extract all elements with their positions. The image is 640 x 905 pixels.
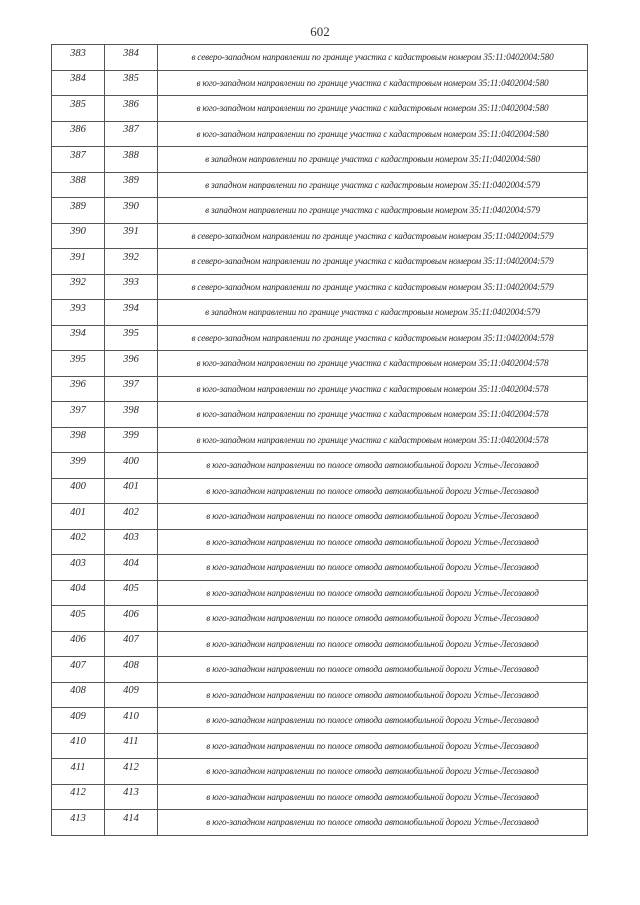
boundary-description: в юго-западном направлении по полосе отвода автомобильной дороги Устье-Лесозавод (158, 733, 588, 759)
table-row (52, 478, 588, 504)
table-row (52, 504, 588, 530)
point-to-cell (105, 784, 158, 810)
point-from-cell (52, 249, 105, 275)
point-from: 402 (70, 532, 86, 544)
point-to: 394 (123, 302, 139, 314)
point-from-cell (52, 453, 105, 479)
boundary-description: в юго-западном направлении по полосе отвода автомобильной дороги Устье-Лесозавод (158, 631, 588, 657)
boundary-description: в северо-западном направлении по границе участка с кадастровым номером 35:11:0402004:579 (158, 249, 588, 275)
boundary-description: в юго-западном направлении по границе участка с кадастровым номером 35:11:0402004:578 (158, 402, 588, 428)
table-row (52, 376, 588, 402)
point-to: 396 (123, 353, 139, 365)
point-to: 405 (123, 583, 139, 595)
point-to-cell (105, 172, 158, 198)
table-row (52, 580, 588, 606)
point-from: 406 (70, 634, 86, 646)
point-to-cell (105, 606, 158, 632)
point-to-cell (105, 504, 158, 530)
point-from: 410 (70, 736, 86, 748)
point-from: 383 (70, 47, 86, 59)
table-row (52, 708, 588, 734)
point-from-cell (52, 580, 105, 606)
point-to: 399 (123, 430, 139, 442)
point-to-cell (105, 657, 158, 683)
point-from-cell (52, 631, 105, 657)
point-to: 409 (123, 685, 139, 697)
point-from-cell (52, 121, 105, 147)
point-from-cell (52, 325, 105, 351)
point-to: 414 (123, 812, 139, 824)
point-from-cell (52, 708, 105, 734)
table-row (52, 529, 588, 555)
boundary-description: в юго-западном направлении по полосе отвода автомобильной дороги Устье-Лесозавод (158, 657, 588, 683)
point-to-cell (105, 682, 158, 708)
boundary-description: в юго-западном направлении по полосе отвода автомобильной дороги Устье-Лесозавод (158, 606, 588, 632)
point-to-cell (105, 96, 158, 122)
table-row (52, 300, 588, 326)
point-to-cell (105, 631, 158, 657)
point-to: 411 (123, 736, 139, 748)
point-to-cell (105, 249, 158, 275)
point-from-cell (52, 504, 105, 530)
boundary-description: в юго-западном направлении по границе участка с кадастровым номером 35:11:0402004:580 (158, 96, 588, 122)
point-to: 406 (123, 608, 139, 620)
point-to-cell (105, 555, 158, 581)
point-from-cell (52, 784, 105, 810)
point-from-cell (52, 147, 105, 173)
table-row (52, 45, 588, 71)
boundary-description: в юго-западном направлении по полосе отвода автомобильной дороги Устье-Лесозавод (158, 784, 588, 810)
point-to-cell (105, 147, 158, 173)
point-to-cell (105, 453, 158, 479)
point-from: 392 (70, 277, 86, 289)
point-to-cell (105, 121, 158, 147)
point-to-cell (105, 223, 158, 249)
point-to: 389 (123, 175, 139, 187)
point-from: 394 (70, 328, 86, 340)
point-to: 408 (123, 659, 139, 671)
point-to: 404 (123, 557, 139, 569)
point-from: 390 (70, 226, 86, 238)
boundary-description: в западном направлении по границе участка с кадастровым номером 35:11:0402004:579 (158, 300, 588, 326)
table-row (52, 784, 588, 810)
point-to: 387 (123, 124, 139, 136)
point-to-cell (105, 580, 158, 606)
point-to-cell (105, 325, 158, 351)
point-to-cell (105, 733, 158, 759)
point-to-cell (105, 70, 158, 96)
point-from: 399 (70, 455, 86, 467)
boundary-description: в юго-западном направлении по полосе отвода автомобильной дороги Устье-Лесозавод (158, 478, 588, 504)
boundary-description: в западном направлении по границе участка с кадастровым номером 35:11:0402004:579 (158, 198, 588, 224)
table-row (52, 147, 588, 173)
point-from: 401 (70, 506, 86, 518)
table-row (52, 96, 588, 122)
point-to: 413 (123, 787, 139, 799)
point-to-cell (105, 351, 158, 377)
table-row (52, 198, 588, 224)
point-from: 397 (70, 404, 86, 416)
boundary-description: в юго-западном направлении по границе участка с кадастровым номером 35:11:0402004:580 (158, 121, 588, 147)
point-from-cell (52, 376, 105, 402)
point-from: 412 (70, 787, 86, 799)
point-to: 403 (123, 532, 139, 544)
boundary-description: в юго-западном направлении по полосе отвода автомобильной дороги Устье-Лесозавод (158, 810, 588, 836)
boundary-description: в северо-западном направлении по границе участка с кадастровым номером 35:11:0402004:580 (158, 45, 588, 71)
point-from-cell (52, 759, 105, 785)
point-from-cell (52, 96, 105, 122)
point-from: 391 (70, 251, 86, 263)
table-row (52, 223, 588, 249)
point-from-cell (52, 555, 105, 581)
point-to: 407 (123, 634, 139, 646)
point-to-cell (105, 274, 158, 300)
point-from: 396 (70, 379, 86, 391)
table-row (52, 555, 588, 581)
point-to-cell (105, 376, 158, 402)
point-to-cell (105, 45, 158, 71)
point-from: 398 (70, 430, 86, 442)
point-from-cell (52, 223, 105, 249)
point-to-cell (105, 759, 158, 785)
table-row (52, 274, 588, 300)
point-to: 400 (123, 455, 139, 467)
table-row (52, 249, 588, 275)
point-from-cell (52, 682, 105, 708)
point-from: 403 (70, 557, 86, 569)
point-from: 384 (70, 73, 86, 85)
table-row (52, 733, 588, 759)
point-from: 387 (70, 149, 86, 161)
point-to-cell (105, 402, 158, 428)
boundary-description: в юго-западном направлении по полосе отвода автомобильной дороги Устье-Лесозавод (158, 708, 588, 734)
table-row (52, 351, 588, 377)
boundary-description: в юго-западном направлении по границе участка с кадастровым номером 35:11:0402004:578 (158, 427, 588, 453)
boundary-description: в западном направлении по границе участка с кадастровым номером 35:11:0402004:579 (158, 172, 588, 198)
point-to: 385 (123, 73, 139, 85)
point-from-cell (52, 351, 105, 377)
point-from: 404 (70, 583, 86, 595)
point-to: 392 (123, 251, 139, 263)
point-to: 390 (123, 200, 139, 212)
point-to: 401 (123, 481, 139, 493)
point-from-cell (52, 733, 105, 759)
point-to: 402 (123, 506, 139, 518)
point-from-cell (52, 810, 105, 836)
point-to-cell (105, 810, 158, 836)
point-to-cell (105, 529, 158, 555)
point-from: 389 (70, 200, 86, 212)
point-from-cell (52, 427, 105, 453)
point-from: 405 (70, 608, 86, 620)
table-row (52, 682, 588, 708)
point-from-cell (52, 172, 105, 198)
point-from: 386 (70, 124, 86, 136)
point-to: 395 (123, 328, 139, 340)
point-from-cell (52, 198, 105, 224)
boundary-description: в северо-западном направлении по границе участка с кадастровым номером 35:11:0402004:578 (158, 325, 588, 351)
point-to: 391 (123, 226, 139, 238)
point-to: 384 (123, 47, 139, 59)
point-to: 398 (123, 404, 139, 416)
boundary-description: в юго-западном направлении по полосе отвода автомобильной дороги Устье-Лесозавод (158, 504, 588, 530)
table-row (52, 631, 588, 657)
boundary-description: в северо-западном направлении по границе участка с кадастровым номером 35:11:0402004:579 (158, 274, 588, 300)
boundary-description: в северо-западном направлении по границе участка с кадастровым номером 35:11:0402004:579 (158, 223, 588, 249)
boundary-description: в юго-западном направлении по полосе отвода автомобильной дороги Устье-Лесозавод (158, 529, 588, 555)
point-from: 409 (70, 710, 86, 722)
boundary-description: в юго-западном направлении по границе участка с кадастровым номером 35:11:0402004:580 (158, 70, 588, 96)
table-row (52, 427, 588, 453)
boundary-description: в юго-западном направлении по полосе отвода автомобильной дороги Устье-Лесозавод (158, 682, 588, 708)
boundary-description: в юго-западном направлении по полосе отвода автомобильной дороги Устье-Лесозавод (158, 555, 588, 581)
point-from-cell (52, 45, 105, 71)
boundary-description: в юго-западном направлении по границе участка с кадастровым номером 35:11:0402004:578 (158, 376, 588, 402)
table-row (52, 70, 588, 96)
boundary-description: в юго-западном направлении по полосе отвода автомобильной дороги Устье-Лесозавод (158, 580, 588, 606)
point-from-cell (52, 657, 105, 683)
point-from: 388 (70, 175, 86, 187)
point-to-cell (105, 427, 158, 453)
point-from: 413 (70, 812, 86, 824)
point-to: 386 (123, 98, 139, 110)
point-from: 385 (70, 98, 86, 110)
boundary-description: в западном направлении по границе участка с кадастровым номером 35:11:0402004:580 (158, 147, 588, 173)
point-to: 397 (123, 379, 139, 391)
point-from: 400 (70, 481, 86, 493)
point-from-cell (52, 274, 105, 300)
boundary-description: в юго-западном направлении по полосе отвода автомобильной дороги Устье-Лесозавод (158, 759, 588, 785)
point-from-cell (52, 606, 105, 632)
point-from: 407 (70, 659, 86, 671)
boundary-description: в юго-западном направлении по границе участка с кадастровым номером 35:11:0402004:578 (158, 351, 588, 377)
point-from: 408 (70, 685, 86, 697)
table-row (52, 172, 588, 198)
point-from-cell (52, 70, 105, 96)
point-from: 411 (70, 761, 86, 773)
boundary-table (51, 44, 588, 836)
table-row (52, 759, 588, 785)
point-from-cell (52, 402, 105, 428)
point-to: 412 (123, 761, 139, 773)
table-row (52, 657, 588, 683)
point-to-cell (105, 198, 158, 224)
point-to: 393 (123, 277, 139, 289)
point-to-cell (105, 708, 158, 734)
boundary-description: в юго-западном направлении по полосе отвода автомобильной дороги Устье-Лесозавод (158, 453, 588, 479)
point-from-cell (52, 300, 105, 326)
table-row (52, 606, 588, 632)
point-to: 410 (123, 710, 139, 722)
point-from: 393 (70, 302, 86, 314)
point-from: 395 (70, 353, 86, 365)
point-to-cell (105, 300, 158, 326)
table-row (52, 453, 588, 479)
table-body (52, 45, 588, 836)
point-from-cell (52, 478, 105, 504)
table-row (52, 402, 588, 428)
table-row (52, 121, 588, 147)
table-row (52, 810, 588, 836)
point-to: 388 (123, 149, 139, 161)
point-from-cell (52, 529, 105, 555)
table-row (52, 325, 588, 351)
point-to-cell (105, 478, 158, 504)
page-number: 602 (310, 24, 330, 39)
